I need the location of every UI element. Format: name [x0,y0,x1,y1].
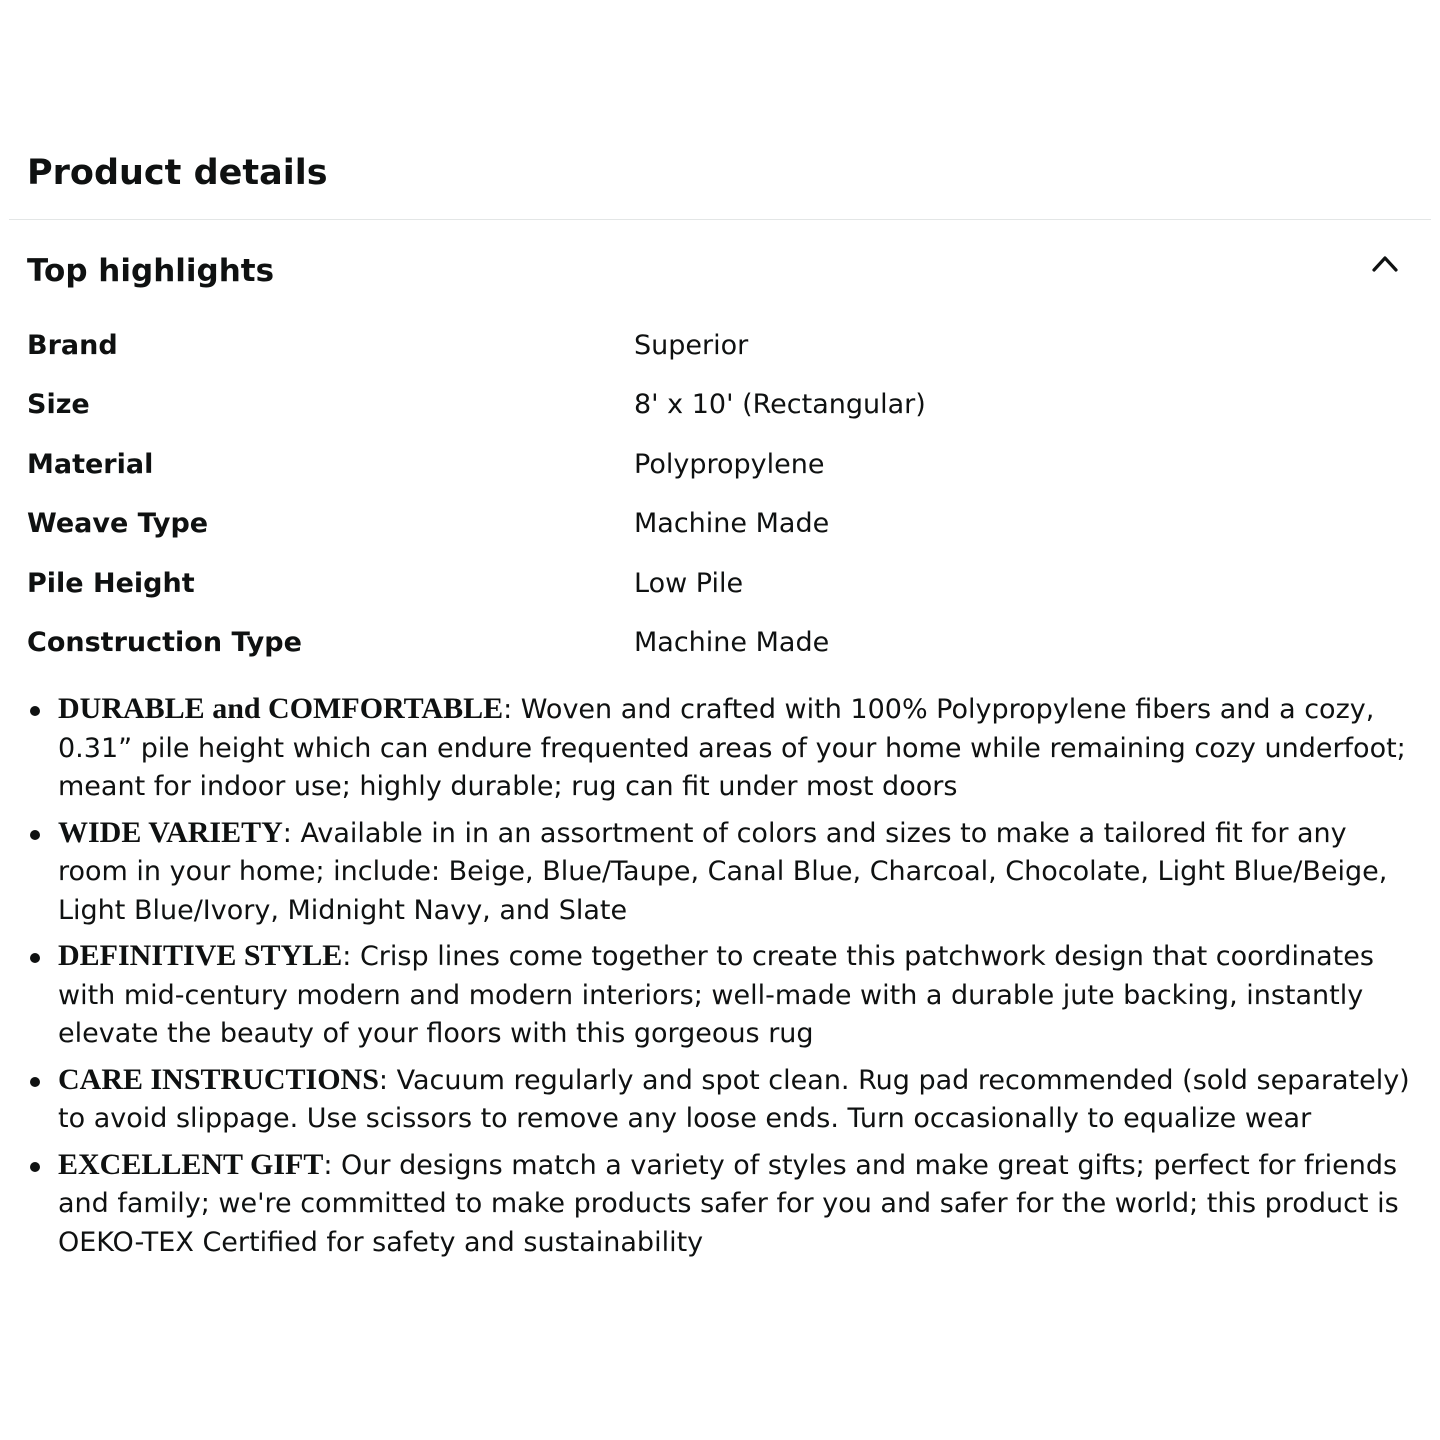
attribute-value: Superior [634,330,749,361]
attribute-row-size [27,385,1417,444]
attribute-value: Polypropylene [634,448,825,480]
attribute-label: Size [27,389,90,421]
attribute-row-brand [27,326,1417,385]
top-highlights-toggle[interactable] [0,245,1440,301]
bullet-dot-icon [30,1077,40,1087]
attribute-value: Low Pile [634,567,744,599]
bullet-dot-icon [30,706,40,716]
attribute-row-pile-height [27,564,1417,623]
bullet-text: : Our designs match a variety of styles and make great gifts; perfect for friends and family; we're committed to make products safer for you and safer for the world; this product is OEKO-TEX Certified for safety and sustainability [58,1149,1399,1258]
feature-bullet [0,1146,1440,1263]
attribute-row-material [27,445,1417,504]
feature-bullet [0,1061,1440,1139]
attribute-row-construction-type [27,623,1417,682]
bullet-text: : Crisp lines come together to create this patchwork design that coordinates with mid-century modern and modern interiors; well-made with a durable jute backing, instantly elevate the beauty of your floors with this gorgeous rug [58,941,1374,1049]
bullet-dot-icon [30,1162,40,1172]
section-divider [9,219,1431,220]
bullet-heading: DEFINITIVE STYLE [58,939,343,972]
bullet-heading: WIDE VARIETY [58,815,283,849]
attribute-value: Machine Made [634,508,830,540]
attribute-label: Construction Type [27,626,302,658]
bullet-heading: CARE INSTRUCTIONS [58,1062,379,1096]
bullet-dot-icon [30,830,40,840]
attribute-label: Material [27,448,154,480]
feature-bullet [0,814,1440,931]
attribute-value: Machine Made [634,626,830,658]
bullet-dot-icon [30,953,40,963]
attribute-label: Weave Type [27,508,209,540]
bullet-heading: EXCELLENT GIFT [58,1147,324,1181]
attribute-value: 8' x 10' (Rectangular) [634,389,926,421]
attribute-label: Pile Height [27,567,195,599]
feature-bullet-list [0,690,1440,1269]
page-title: Product details [27,153,328,193]
section-title: Top highlights [27,253,275,289]
bullet-text: : Vacuum regularly and spot clean. Rug pad recommended (sold separately) to avoid slippage. Use scissors to remove any loose ends. Turn occasionally to equalize wear [58,1064,1410,1134]
bullet-text: : Woven and crafted with 100% Polypropylene fibers and a cozy, 0.31” pile height which can endure frequented areas of your home while remaining cozy underfoot; meant for indoor use; highly durable; rug can fit under most doors [58,694,1406,802]
attribute-label: Brand [27,330,118,361]
attribute-row-weave-type [27,504,1417,563]
bullet-heading: DURABLE and COMFORTABLE [58,692,504,725]
feature-bullet [0,937,1440,1054]
chevron-up-icon[interactable] [1371,253,1399,273]
feature-bullet [0,690,1440,807]
highlights-table [27,326,1417,682]
bullet-text: : Available in in an assortment of colors and sizes to make a tailored fit for any room in your home; include: Beige, Blue/Taupe, Canal Blue, Charcoal, Chocolate, Light Blue/Beige, Light Blue/Ivory, Midnight Navy, and Slate [58,817,1388,926]
